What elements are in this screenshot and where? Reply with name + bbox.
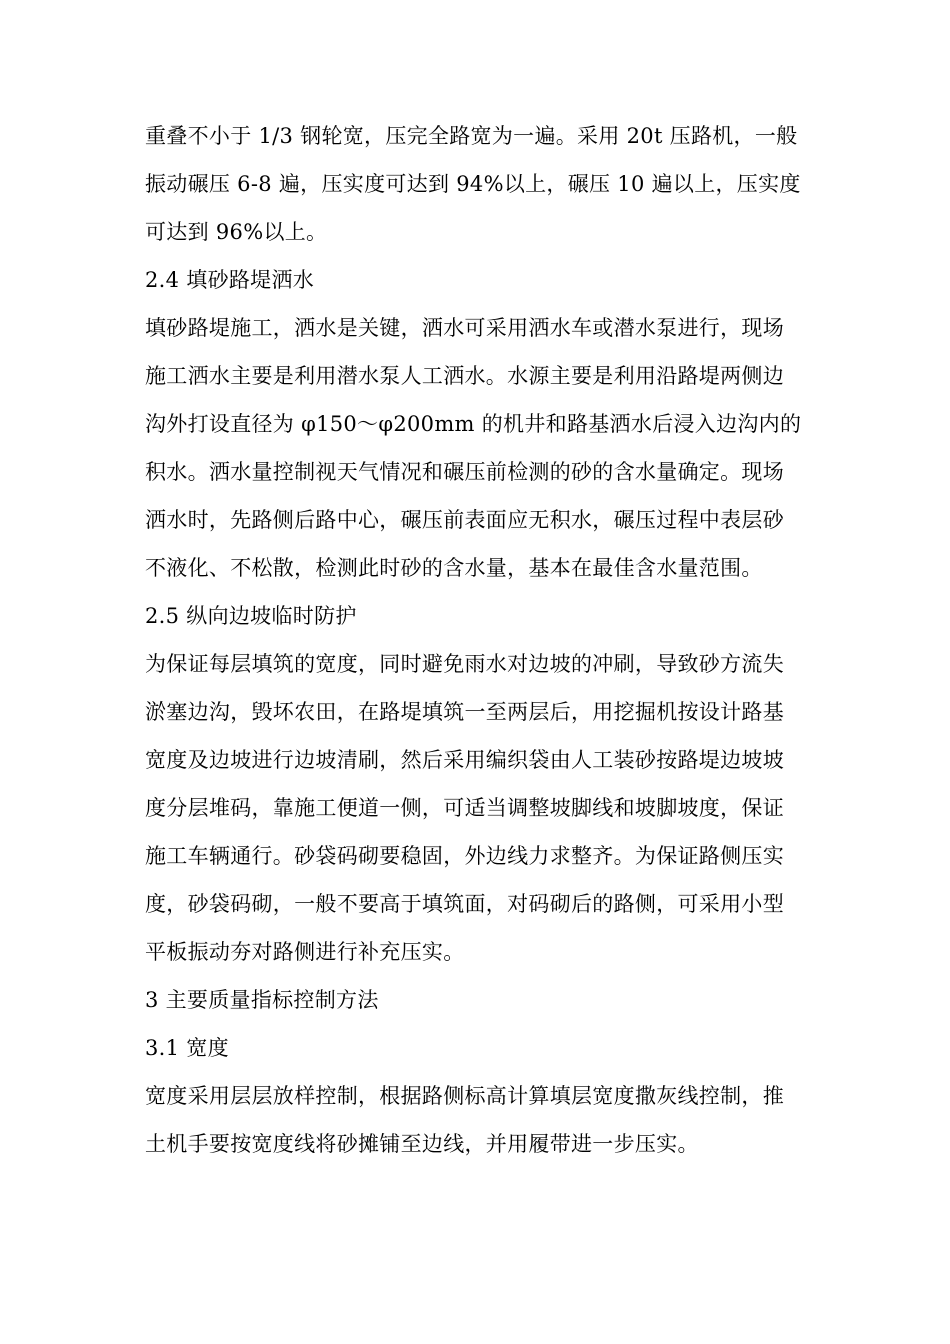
- paragraph-line: 淤塞边沟，毁坏农田，在路堤填筑一至两层后，用挖掘机按设计路基: [145, 700, 784, 724]
- paragraph-line: 平板振动夯对路侧进行补充压实。: [145, 940, 465, 964]
- paragraph-line: 度，砂袋码砌，一般不要高于填筑面，对码砌后的路侧，可采用小型: [145, 892, 784, 916]
- paragraph-line: 土机手要按宽度线将砂摊铺至边线，并用履带进一步压实。: [145, 1132, 699, 1156]
- paragraph-line: 宽度采用层层放样控制，根据路侧标高计算填层宽度撒灰线控制，推: [145, 1084, 784, 1108]
- paragraph-line: 沟外打设直径为 φ150～φ200mm 的机井和路基洒水后浸入边沟内的: [145, 412, 802, 436]
- paragraph-line: 度分层堆码，靠施工便道一侧，可适当调整坡脚线和坡脚坡度，保证: [145, 796, 784, 820]
- section-heading-2-5: 2.5 纵向边坡临时防护: [145, 604, 357, 628]
- paragraph-line: 填砂路堤施工，洒水是关键，洒水可采用洒水车或潜水泵进行，现场: [145, 316, 784, 340]
- paragraph-line: 为保证每层填筑的宽度，同时避免雨水对边坡的冲刷，导致砂方流失: [145, 652, 784, 676]
- section-heading-3-1: 3.1 宽度: [145, 1036, 229, 1060]
- paragraph-line: 施工车辆通行。砂袋码砌要稳固，外边线力求整齐。为保证路侧压实: [145, 844, 784, 868]
- section-heading-3: 3 主要质量指标控制方法: [145, 988, 379, 1012]
- paragraph-line: 不液化、不松散，检测此时砂的含水量，基本在最佳含水量范围。: [145, 556, 763, 580]
- paragraph-line: 洒水时，先路侧后路中心，碾压前表面应无积水，碾压过程中表层砂: [145, 508, 784, 532]
- paragraph-line: 宽度及边坡进行边坡清刷，然后采用编织袋由人工装砂按路堤边坡坡: [145, 748, 784, 772]
- section-heading-2-4: 2.4 填砂路堤洒水: [145, 268, 315, 292]
- paragraph-line: 积水。洒水量控制视天气情况和碾压前检测的砂的含水量确定。现场: [145, 460, 784, 484]
- paragraph-line: 可达到 96%以上。: [145, 220, 328, 244]
- paragraph-line: 施工洒水主要是利用潜水泵人工洒水。水源主要是利用沿路堤两侧边: [145, 364, 784, 388]
- document-body: [145, 112, 810, 1168]
- paragraph-line: 振动碾压 6-8 遍，压实度可达到 94%以上，碾压 10 遍以上，压实度: [145, 172, 801, 196]
- paragraph-line: 重叠不小于 1/3 钢轮宽，压完全路宽为一遍。采用 20t 压路机，一般: [145, 124, 798, 148]
